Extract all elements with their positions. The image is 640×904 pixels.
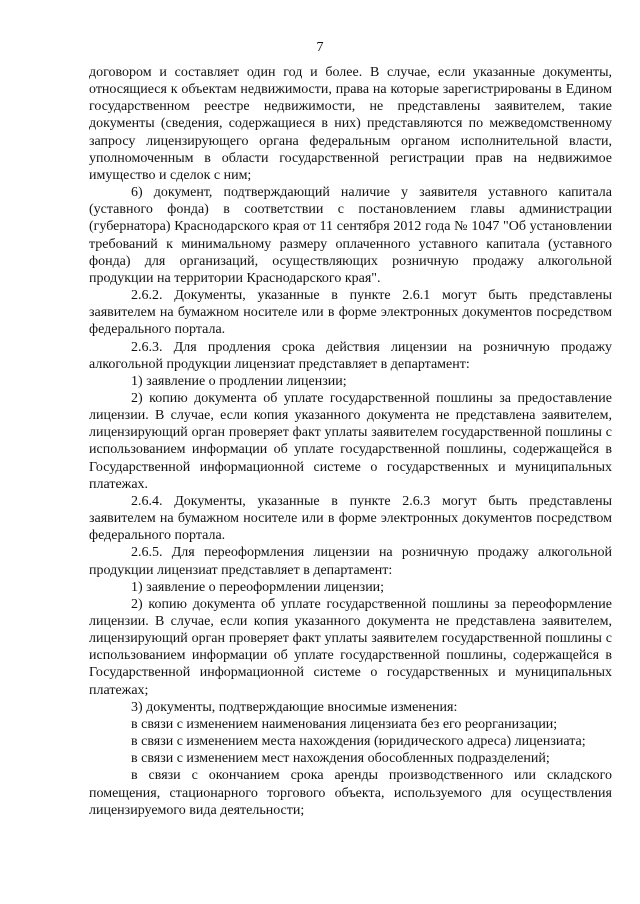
paragraph: 1) заявление о продлении лицензии; [131, 373, 347, 389]
paragraph: 2.6.2. Документы, указанные в пункте 2.6.1 могут быть представлены заявителем на бумажном носителе или в форме электронных документов посредством федерального портала. [89, 288, 612, 338]
paragraph: в связи с изменением места нахождения (юридического адреса) лицензиата; [131, 734, 586, 750]
page-number: 7 [316, 40, 324, 55]
paragraph: 2.6.4. Документы, указанные в пункте 2.6.3 могут быть представлены заявителем на бумажном носителе или в форме электронных документов посредством федерального портала. [89, 493, 612, 544]
paragraph: в связи с окончанием срока аренды производственного или складского помещения, стационарного торгового объекта, используемого для осуществления лицензируемого вида деятельности; [89, 768, 612, 818]
paragraph: 1) заявление о переоформлении лицензии; [131, 579, 385, 595]
paragraph: в связи с изменением мест нахождения обособленных подразделений; [131, 751, 550, 767]
paragraph: 3) документы, подтверждающие вносимые изменения: [131, 699, 458, 715]
document-body [89, 64, 612, 819]
paragraph: 2.6.5. Для переоформления лицензии на розничную продажу алкогольной продукции лицензиат представляет в департамент: [89, 545, 612, 578]
paragraph: 2) копию документа об уплате государственной пошлины за переоформление лицензии. В случае, если копия указанного документа не представлена заявителем, лицензирующий орган проверяет факт уплаты заявителем государственной пошлины с использованием информации об уплате государственной пошлины, содержащейся в Государственной информационной системе о государственных и муниципальных платежах; [89, 596, 612, 698]
paragraph: договором и составляет один год и более. В случае, если указанные документы, относящиеся к объектам недвижимости, права на которые зарегистрированы в Едином государственном реестре недвижимости, не представлены заявителем, такие документы (сведения, содержащиеся в них) представляются по межведомственному запросу лицензирующего органа федеральным органом исполнительной власти, уполномоченным в области государственной регистрации прав на недвижимое имущество и сделок с ним; [89, 65, 612, 183]
paragraph: 2) копию документа об уплате государственной пошлины за предоставление лицензии. В случае, если копия указанного документа не представлена заявителем, лицензирующий орган проверяет факт уплаты заявителем государственной пошлины с использованием информации об уплате государственной пошлины, содержащейся в Государственной информационной системе о государственных и муниципальных платежах. [89, 390, 612, 492]
paragraph: 6) документ, подтверждающий наличие у заявителя уставного капитала (уставного фонда) в соответствии с постановлением главы администрации (губернатора) Краснодарского края от 11 сентября 2012 года № 1047 "Об установлении требований к минимальному размеру оплаченного уставного капитала (уставного фонда) для организаций, осуществляющих розничную продажу алкогольной продукции на территории Краснодарского края". [89, 185, 612, 286]
paragraph: в связи с изменением наименования лицензиата без его реорганизации; [131, 716, 558, 732]
paragraph: 2.6.3. Для продления срока действия лицензии на розничную продажу алкогольной продукции лицензиат представляет в департамент: [89, 339, 612, 372]
